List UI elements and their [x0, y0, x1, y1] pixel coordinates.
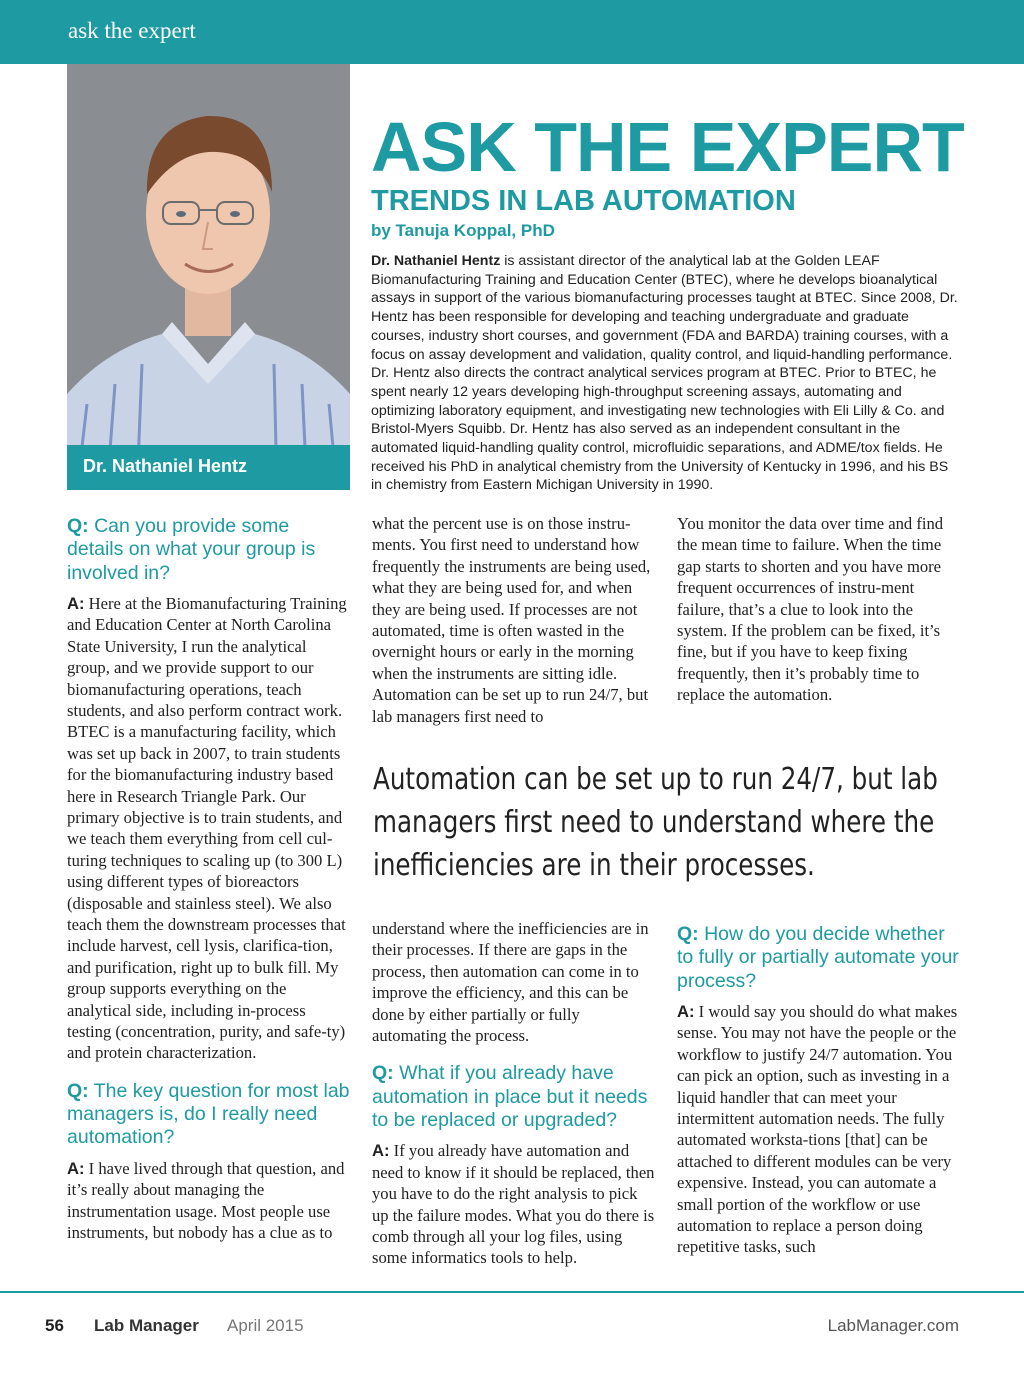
magazine-name: Lab Manager [94, 1316, 199, 1335]
answer-marker: A: [372, 1141, 390, 1161]
footer-divider [0, 1291, 1024, 1293]
column-left [67, 515, 350, 1243]
answer-2-continued-2: understand where the inefficiencies are in their processes. If there are gaps in the process, then automation can come in to improve the efficiency, and this can be done by either partially or fully automating the process. [372, 919, 649, 1046]
answer-4: A: I would say you should do what makes sense. You may not have the people or the workflow to justify 24/7 automation. You can pick an option, such as investing in a liquid handler that can meet your intermittent automation needs. The fully automated worksta-tions [that] can be attached to different modules can be very expensive. Instead, you can automate a small portion of the workflow or use automation to replace a person doing repetitive tasks, such [677, 1001, 958, 1257]
answer-3-continued: You monitor the data over time and find the mean time to failure. When the time gap starts to shorten and you have more frequent occurrences of instru-ment failure, that’s a clue to look into the system. If the problem can be fixed, it’s fine, but if you have to keep fixing frequently, then it’s probably time to replace the automation. [677, 514, 944, 705]
bio-text: is assistant director of the analytical lab at the Golden LEAF Biomanufacturing Training and Education Center (BTEC), where he develops bioanalytical assays in support of the various biomanufacturing processes taught at BTEC. Since 2008, Dr. Hentz has been responsible for developing and teaching undergraduate and graduate courses, industry short courses, and government (FDA and BARDA) training courses, with a focus on assay development and validation, quality control, and liquid-handling performance. Dr. Hentz also directs the contract analytical services program at BTEC. Prior to BTEC, he spent nearly 12 years developing high-throughput screening assays, automating and optimizing laboratory equipment, and investigating new technologies with Eli Lilly & Co. and Bristol-Myers Squibb. Dr. Hentz has also served as an independent consultant in the automated liquid-handling quality control, microfluidic separations, and ADME/tox fields. He received his PhD in analytical chemistry from the University of Kentucky in 1996, and his BS in chemistry from Eastern Michigan University in 1990. [371, 253, 958, 494]
question-marker: Q: [67, 515, 89, 537]
photo-caption: Dr. Nathaniel Hentz [83, 456, 248, 476]
answer-3: A: If you already have automation and need to know if it should be replaced, then you have to do the right analysis to pick up the failure modes. What you do there is comb through all your log files, using some informatics tools to help. [372, 1141, 655, 1268]
column-right-top [677, 513, 960, 706]
question-4: Q: How do you decide whether to fully or partially automate your process? [677, 923, 959, 992]
answer-2: A: I have lived through that question, and it’s really about managing the instrumentation usage. Most people use instruments, but nobody has a clue as to [67, 1158, 345, 1242]
answer-2-continued: what the percent use is on those instru-ments. You first need to understand how frequently the instruments are being used, what they are being used for, and when they are being used. If processes are not automated, time is often wasted in the overnight hours or early in the morning when the instruments are sitting idle. Automation can be set up to run 24/7, but lab managers first need to [372, 514, 651, 726]
question-3: Q: What if you already have automation in place but it needs to be replaced or upgraded? [372, 1062, 648, 1132]
column-middle-top [372, 513, 655, 727]
section-label: ask the expert [68, 18, 196, 43]
issue-date: April 2015 [227, 1316, 304, 1335]
article-title: ASK THE EXPERT [371, 108, 964, 186]
photo-caption-bar [67, 445, 350, 490]
question-1: Q: Can you provide some details on what your group is involved in? [67, 515, 316, 584]
page-number: 56 [45, 1316, 64, 1335]
article-subtitle: TRENDS IN LAB AUTOMATION [371, 185, 796, 217]
pull-quote: Automation can be set up to run 24/7, but lab managers first need to understand where the inefficiencies are in their processes. [373, 762, 938, 883]
column-middle-bottom [372, 918, 655, 1269]
section-header-bar [0, 0, 1024, 64]
article-byline: by Tanuja Koppal, PhD [371, 221, 555, 240]
portrait-illustration [67, 64, 350, 490]
answer-marker: A: [677, 1001, 695, 1021]
question-marker: Q: [677, 923, 699, 945]
question-2: Q: The key question for most lab managers is, do I really need automation? [67, 1079, 350, 1149]
expert-photo [67, 64, 350, 490]
answer-marker: A: [67, 593, 85, 613]
column-right-bottom [677, 923, 960, 1258]
question-marker: Q: [372, 1062, 394, 1085]
expert-bio [371, 252, 959, 495]
bio-name: Dr. Nathaniel Hentz [371, 253, 501, 269]
answer-marker: A: [67, 1158, 85, 1178]
website-link[interactable]: LabManager.com [827, 1316, 959, 1335]
answer-1: A: Here at the Biomanufacturing Training and Education Center at North Carolina State University, I run the analytical group, and we provide support to our biomanufacturing operations, teach students, and also perform contract work. BTEC is a manufacturing facility, which was set up back in 2007, to train students for the biomanufacturing industry based here in Research Triangle Park. Our primary objective is to train students, and we teach them everything from cell cul-turing techniques to scaling up (to 300 L) using different types of bioreactors (disposable and stainless steel). We also teach them the downstream processes that include harvest, cell lysis, clarifica-tion, and purification, right up to bulk fill. My group supports everything on the analytical side, including in-process testing (concentration, purity, and safe-ty) and protein characterization. [67, 593, 347, 1063]
question-marker: Q: [67, 1079, 89, 1102]
